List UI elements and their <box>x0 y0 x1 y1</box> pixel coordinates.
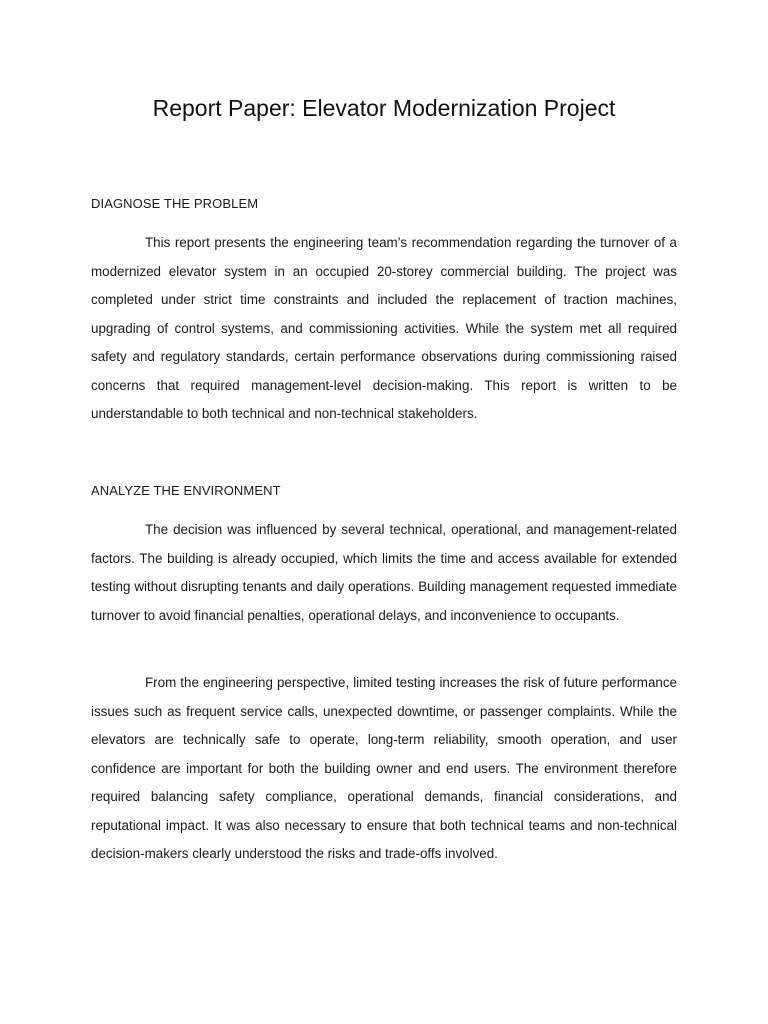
page-title: Report Paper: Elevator Modernization Project <box>152 95 616 121</box>
paragraph-diagnose-1: This report presents the engineering team’s recommendation regarding the turnover of a modernized elevator system in an occupied 20-storey commercial building. The project was completed under strict time constraints and included the replacement of traction machines, upgrading of control systems, and commissioning activities. While the system met all required safety and regulatory standards, certain performance observations during commissioning raised concerns that required management-level decision-making. This report is written to be understandable to both technical and non-technical stakeholders. <box>91 235 677 421</box>
paragraph-analyze-2: From the engineering perspective, limited testing increases the risk of future performance issues such as frequent service calls, unexpected downtime, or passenger complaints. While the elevators are technically safe to operate, long-term reliability, smooth operation, and user confidence are important for both the building owner and end users. The environment therefore required balancing safety compliance, operational demands, financial considerations, and reputational impact. It was also necessary to ensure that both technical teams and non-technical decision-makers clearly understood the risks and trade-offs involved. <box>91 675 677 861</box>
paragraph-analyze-1: The decision was influenced by several technical, operational, and management-related factors. The building is already occupied, which limits the time and access available for extended testing without disrupting tenants and daily operations. Building management requested immediate turnover to avoid financial penalties, operational delays, and inconvenience to occupants. <box>91 522 677 623</box>
section-heading-analyze: ANALYZE THE ENVIRONMENT <box>91 483 281 498</box>
section-heading-diagnose: DIAGNOSE THE PROBLEM <box>91 196 259 211</box>
